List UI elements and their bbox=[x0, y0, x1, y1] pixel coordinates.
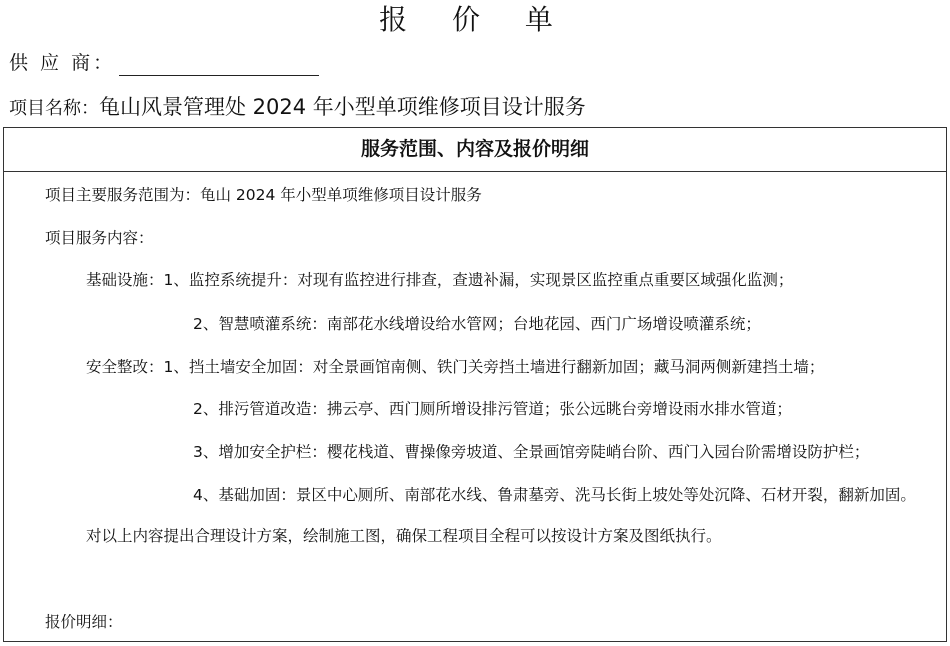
infra-item-1: 基础设施：1、监控系统提升：对现有监控进行排查，查遗补漏，实现景区监控重点重要区域强化监测； bbox=[86, 271, 794, 289]
safety-item-2: 2、排污管道改造：拂云亭、西门厕所增设排污管道；张公远眺台旁增设雨水排水管道； bbox=[193, 400, 792, 418]
safety-item-4: 4、基础加固：景区中心厕所、南部花水线、鲁肃墓旁、洗马长街上坡处等处沉降、石材开裂，翻新加固。 bbox=[193, 486, 916, 504]
quote-label: 报价明细： bbox=[45, 613, 123, 631]
safety-item-3: 3、增加安全护栏：樱花栈道、曹操像旁坡道、全景画馆旁陡峭台阶、西门入园台阶需增设防护栏； bbox=[193, 443, 870, 461]
project-name: 龟山风景管理处 2024 年小型单项维修项目设计服务 bbox=[99, 95, 586, 119]
service-table-header: 服务范围、内容及报价明细 bbox=[4, 128, 946, 172]
document-title: 报 价 单 bbox=[379, 3, 571, 36]
safety-item-1: 安全整改：1、挡土墙安全加固：对全景画馆南侧、铁门关旁挡土墙进行翻新加固；藏马洞两侧新建挡土墙； bbox=[86, 358, 825, 376]
scope-text: 项目主要服务范围为：龟山 2024 年小型单项维修项目设计服务 bbox=[45, 186, 482, 204]
summary-text: 对以上内容提出合理设计方案，绘制施工图，确保工程项目全程可以按设计方案及图纸执行。 bbox=[86, 527, 722, 545]
content-label: 项目服务内容： bbox=[45, 229, 154, 247]
project-label: 项目名称： bbox=[9, 98, 99, 119]
service-table bbox=[3, 127, 947, 642]
supplier-blank-line[interactable] bbox=[119, 53, 319, 76]
infra-item-2: 2、智慧喷灌系统：南部花水线增设给水管网；台地花园、西门广场增设喷灌系统； bbox=[193, 315, 761, 333]
supplier-row bbox=[9, 50, 319, 76]
project-name-row bbox=[9, 93, 586, 123]
supplier-label: 供 应 商： bbox=[9, 52, 116, 74]
